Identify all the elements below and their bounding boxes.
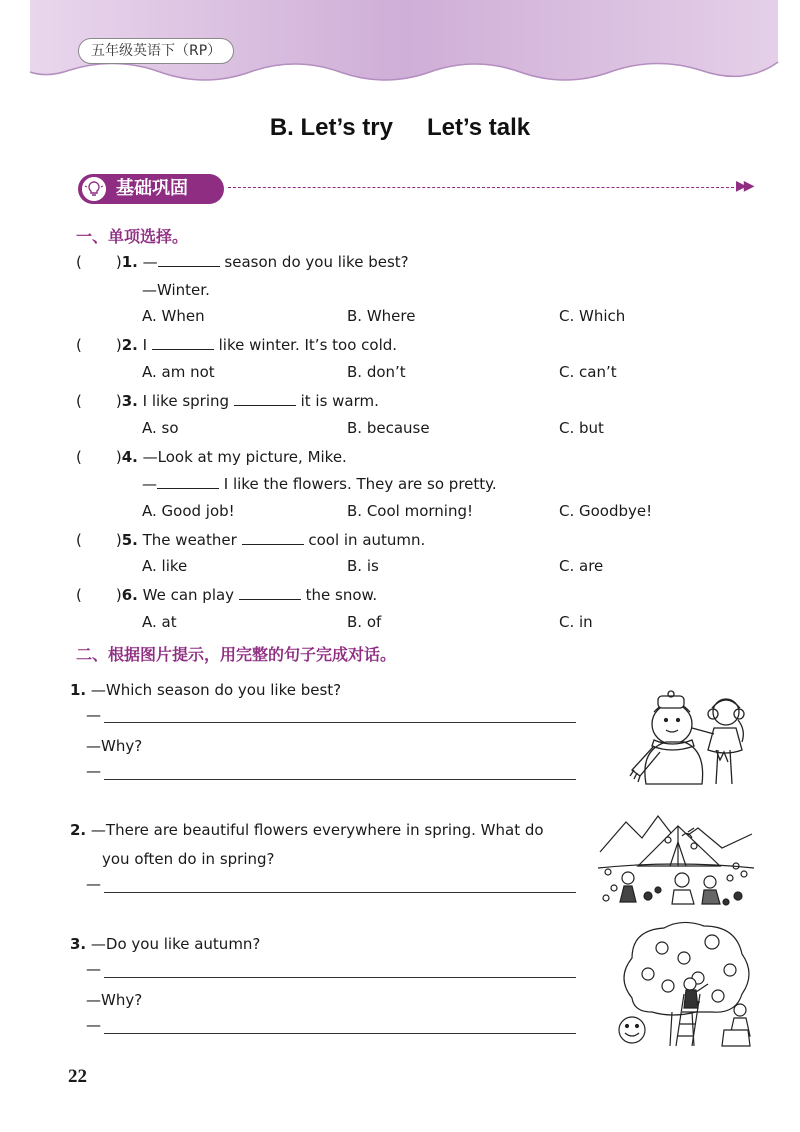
q2-option-a: A. am not [142,363,215,381]
dialogue-3-dash: — [86,960,101,978]
q6-option-a: A. at [142,613,177,631]
q4-option-b: B. Cool morning! [347,502,473,520]
dialogue-3-dash-2: — [86,1016,101,1034]
double-arrow-icon: ▶▶ [736,178,752,194]
section-divider [228,187,734,188]
section-badge: 基础巩固 [78,174,224,204]
question-4-line2: — I like the flowers. They are so pretty. [142,475,497,493]
answer-line[interactable] [104,977,576,978]
answer-line[interactable] [104,722,576,723]
dialogue-3-question: 3. —Do you like autumn? [70,935,261,953]
q5-option-c: C. are [559,557,604,575]
page-title [0,114,800,142]
dialogue-1-dash: — [86,706,101,724]
dialogue-2-question: 2. —There are beautiful flowers everywhere in spring. What do [70,821,544,839]
q6-option-c: C. in [559,613,593,631]
q4-option-a: A. Good job! [142,502,235,520]
page-number: 22 [68,1066,87,1087]
q2-option-c: C. can’t [559,363,617,381]
question-1: ( )1. — season do you like best? [76,253,409,271]
q3-option-c: C. but [559,419,604,437]
header-tag: 五年级英语下（RP） [78,38,234,64]
dialogue-3-why: —Why? [86,991,143,1009]
q6-option-b: B. of [347,613,382,631]
answer-line[interactable] [104,1033,576,1034]
title-part1: B. Let’s try [269,114,393,141]
q3-option-b: B. because [347,419,430,437]
q5-option-a: A. like [142,557,188,575]
title-part2: Let’s talk [426,114,531,141]
answer-line[interactable] [104,892,576,893]
lightbulb-icon [82,177,106,201]
dialogue-1-why: —Why? [86,737,143,755]
q2-option-b: B. don’t [347,363,406,381]
q5-option-b: B. is [347,557,379,575]
part1-title: 一、单项选择。 [76,227,189,246]
part2-title: 二、根据图片提示，用完整的句子完成对话。 [76,645,397,664]
dialogue-1-question: 1. —Which season do you like best? [70,681,342,699]
q3-option-a: A. so [142,419,179,437]
answer-line[interactable] [104,779,576,780]
question-1-answer-line: —Winter. [142,281,210,299]
question-3: ( )3. I like spring it is warm. [76,392,379,410]
snowman-illustration [626,690,758,790]
dialogue-2-dash: — [86,875,101,893]
dialogue-2-question-line2: you often do in spring? [102,850,275,868]
question-6: ( )6. We can play the snow. [76,586,378,604]
question-5: ( )5. The weather cool in autumn. [76,531,426,549]
q1-option-a: A. When [142,307,205,325]
dialogue-1-dash-2: — [86,762,101,780]
q4-option-c: C. Goodbye! [559,502,653,520]
q1-option-b: B. Where [347,307,416,325]
question-4: ( )4. —Look at my picture, Mike. [76,448,347,466]
question-2: ( )2. I like winter. It’s too cold. [76,336,398,354]
q1-option-c: C. Which [559,307,626,325]
spring-picnic-illustration [598,808,754,908]
apple-tree-illustration [612,918,758,1050]
